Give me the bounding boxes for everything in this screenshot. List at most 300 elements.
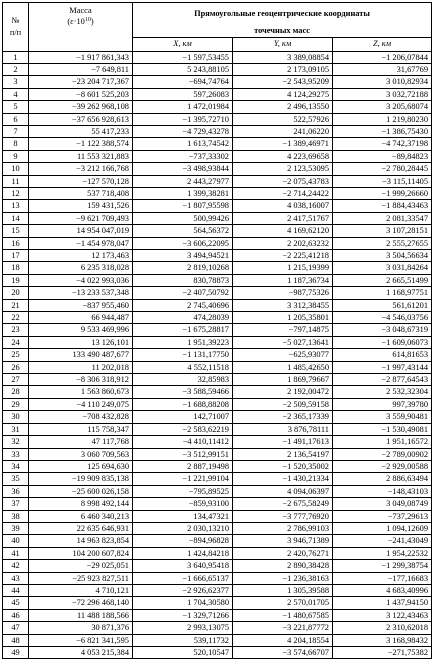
cell-x: 1 424,84218	[133, 547, 233, 559]
cell-mass: 22 635 646,931	[29, 522, 133, 534]
cell-z: −2 789,00902	[333, 448, 432, 460]
cell-mass: 125 694,630	[29, 460, 133, 472]
cell-y: −2 675,58249	[233, 498, 333, 510]
cell-num: 27	[3, 374, 29, 386]
cell-y: −2 509,59158	[233, 398, 333, 410]
cell-mass: 9 533 469,996	[29, 324, 133, 336]
cell-mass: 4 053 215,384	[29, 647, 133, 659]
table-row	[3, 88, 432, 100]
cell-num: 37	[3, 498, 29, 510]
cell-y: −2 075,43783	[233, 175, 333, 187]
cell-y: 1 187,36734	[233, 274, 333, 286]
cell-mass: 159 431,526	[29, 200, 133, 212]
cell-num: 5	[3, 101, 29, 113]
cell-num: 3	[3, 76, 29, 88]
cell-x: 1 399,38281	[133, 187, 233, 199]
cell-num: 25	[3, 349, 29, 361]
cell-num: 28	[3, 386, 29, 398]
cell-num: 30	[3, 411, 29, 423]
cell-mass: 3 060 709,563	[29, 448, 133, 460]
cell-z: −1 884,43463	[333, 200, 432, 212]
table-row	[3, 361, 432, 373]
cell-x: 142,71007	[133, 411, 233, 423]
table-row	[3, 522, 432, 534]
cell-mass: −708 432,828	[29, 411, 133, 423]
cell-x: 500,99426	[133, 212, 233, 224]
table-row	[3, 423, 432, 435]
cell-y: −1 389,46971	[233, 138, 333, 150]
cell-y: 1 485,42650	[233, 361, 333, 373]
cell-y: 2 890,38428	[233, 560, 333, 572]
cell-x: 134,47321	[133, 510, 233, 522]
cell-z: 3 122,43463	[333, 609, 432, 621]
cell-mass: −7 649,811	[29, 63, 133, 75]
cell-z: 31,67769	[333, 63, 432, 75]
cell-num: 26	[3, 361, 29, 373]
cell-x: −1 597,53455	[133, 51, 233, 63]
cell-y: 3 389,08854	[233, 51, 333, 63]
cell-mass: 11 202,018	[29, 361, 133, 373]
cell-num: 1	[3, 51, 29, 63]
table-row	[3, 510, 432, 522]
cell-mass: 30 871,376	[29, 622, 133, 634]
cell-mass: 66 944,487	[29, 312, 133, 324]
table-row	[3, 374, 432, 386]
cell-num: 47	[3, 622, 29, 634]
cell-z: 2 555,27655	[333, 237, 432, 249]
cell-num: 24	[3, 336, 29, 348]
cell-mass: 115 758,347	[29, 423, 133, 435]
table-row	[3, 584, 432, 596]
cell-x: 1 951,39223	[133, 336, 233, 348]
cell-z: 997,39780	[333, 398, 432, 410]
cell-z: −3 048,67319	[333, 324, 432, 336]
cell-mass: 537 718,408	[29, 187, 133, 199]
cell-num: 31	[3, 423, 29, 435]
cell-x: 1 472,01984	[133, 101, 233, 113]
cell-mass: −127 570,128	[29, 175, 133, 187]
table-row	[3, 560, 432, 572]
table-row	[3, 411, 432, 423]
cell-num: 39	[3, 522, 29, 534]
cell-y: −1 236,38163	[233, 572, 333, 584]
cell-mass: −23 204 717,367	[29, 76, 133, 88]
cell-y: −1 430,21334	[233, 473, 333, 485]
cell-num: 12	[3, 187, 29, 199]
cell-y: 1 205,35801	[233, 312, 333, 324]
table-row	[3, 287, 432, 299]
cell-mass: −1 917 861,343	[29, 51, 133, 63]
table-row	[3, 125, 432, 137]
cell-mass: −19 909 835,138	[29, 473, 133, 485]
cell-x: −2 583,62219	[133, 423, 233, 435]
cell-y: 1 869,79667	[233, 374, 333, 386]
cell-x: −1 329,71266	[133, 609, 233, 621]
cell-z: −1 999,26660	[333, 187, 432, 199]
cell-num: 35	[3, 473, 29, 485]
cell-z: −241,43049	[333, 535, 432, 547]
cell-x: 32,85983	[133, 374, 233, 386]
cell-z: 1 094,12609	[333, 522, 432, 534]
cell-z: −1 530,49081	[333, 423, 432, 435]
cell-y: 3 876,78111	[233, 423, 333, 435]
cell-y: −987,75326	[233, 287, 333, 299]
cell-z: 3 107,28151	[333, 225, 432, 237]
cell-num: 6	[3, 113, 29, 125]
cell-y: −625,93077	[233, 349, 333, 361]
cell-mass: 6 460 340,213	[29, 510, 133, 522]
table-row	[3, 250, 432, 262]
cell-num: 4	[3, 88, 29, 100]
table-row	[3, 597, 432, 609]
mass-unit-base: (ε·10	[67, 17, 85, 26]
cell-z: −737,29613	[333, 510, 432, 522]
table-row	[3, 349, 432, 361]
table-row	[3, 101, 432, 113]
point-masses-table	[2, 2, 432, 659]
cell-z: 2 665,51499	[333, 274, 432, 286]
cell-z: 3 205,68074	[333, 101, 432, 113]
cell-z: −1 609,06073	[333, 336, 432, 348]
table-row	[3, 609, 432, 621]
cell-z: −3 115,11405	[333, 175, 432, 187]
table-row	[3, 398, 432, 410]
cell-z: 3 559,90481	[333, 411, 432, 423]
table-row	[3, 448, 432, 460]
cell-z: −2 877,64543	[333, 374, 432, 386]
mass-unit-exp: 10	[84, 17, 91, 23]
cell-x: −1 131,17750	[133, 349, 233, 361]
cell-mass: −37 656 928,613	[29, 113, 133, 125]
cell-num: 19	[3, 274, 29, 286]
cell-z: −1 299,38754	[333, 560, 432, 572]
cell-x: 2 819,10268	[133, 262, 233, 274]
table-row	[3, 175, 432, 187]
cell-mass: 11 488 188,566	[29, 609, 133, 621]
table-row	[3, 572, 432, 584]
cell-x: −2 926,62377	[133, 584, 233, 596]
cell-num: 7	[3, 125, 29, 137]
cell-x: 4 552,11518	[133, 361, 233, 373]
cell-mass: −13 233 537,348	[29, 287, 133, 299]
cell-x: −3 588,59466	[133, 386, 233, 398]
cell-num: 20	[3, 287, 29, 299]
cell-y: 2 173,09105	[233, 63, 333, 75]
cell-x: 474,28039	[133, 312, 233, 324]
cell-mass: 14 963 823,854	[29, 535, 133, 547]
table-row	[3, 200, 432, 212]
cell-z: 1 951,16572	[333, 436, 432, 448]
table-row	[3, 535, 432, 547]
cell-y: 4 124,29275	[233, 88, 333, 100]
header-coords-title: Прямоугольные геоцентрические координаты	[194, 9, 370, 19]
cell-z: 3 504,56634	[333, 250, 432, 262]
table-row	[3, 113, 432, 125]
cell-z: 3 049,08749	[333, 498, 432, 510]
header-mass	[29, 3, 133, 52]
cell-mass: −1 122 388,574	[29, 138, 133, 150]
cell-y: 2 420,76271	[233, 547, 333, 559]
cell-num: 32	[3, 436, 29, 448]
table-row	[3, 76, 432, 88]
cell-x: 2 030,13210	[133, 522, 233, 534]
cell-z: −1 206,07844	[333, 51, 432, 63]
cell-mass: 6 235 318,028	[29, 262, 133, 274]
cell-num: 23	[3, 324, 29, 336]
table-row	[3, 386, 432, 398]
table-row	[3, 647, 432, 659]
cell-x: 3 494,94521	[133, 250, 233, 262]
cell-y: −1 491,17613	[233, 436, 333, 448]
mass-unit-end: )	[90, 17, 94, 26]
cell-z: 1 437,94150	[333, 597, 432, 609]
cell-y: 4 169,62120	[233, 225, 333, 237]
cell-x: −737,33302	[133, 150, 233, 162]
cell-y: 2 192,00472	[233, 386, 333, 398]
cell-x: 2 745,40696	[133, 299, 233, 311]
cell-z: 2 081,33547	[333, 212, 432, 224]
cell-y: −3 777,76920	[233, 510, 333, 522]
cell-x: 2 443,27977	[133, 175, 233, 187]
table-row	[3, 212, 432, 224]
cell-num: 48	[3, 634, 29, 646]
cell-num: 8	[3, 138, 29, 150]
cell-num: 46	[3, 609, 29, 621]
cell-x: 564,56372	[133, 225, 233, 237]
cell-y: 241,06220	[233, 125, 333, 137]
table-row	[3, 336, 432, 348]
cell-mass: −6 821 341,595	[29, 634, 133, 646]
cell-num: 33	[3, 448, 29, 460]
cell-num: 2	[3, 63, 29, 75]
table-row	[3, 622, 432, 634]
cell-x: −795,89525	[133, 485, 233, 497]
cell-z: −4 742,37198	[333, 138, 432, 150]
cell-mass: 104 200 607,824	[29, 547, 133, 559]
cell-x: 830,78873	[133, 274, 233, 286]
table-row	[3, 312, 432, 324]
cell-y: −3 574,66707	[233, 647, 333, 659]
table-row	[3, 324, 432, 336]
cell-mass: 12 173,463	[29, 250, 133, 262]
header-coords-sub	[133, 25, 432, 38]
header-coords	[133, 3, 432, 25]
cell-y: −2 543,95209	[233, 76, 333, 88]
cell-x: −3 498,93844	[133, 163, 233, 175]
cell-num: 34	[3, 460, 29, 472]
cell-mass: 13 126,101	[29, 336, 133, 348]
cell-y: −2 365,17339	[233, 411, 333, 423]
cell-y: 4 038,16007	[233, 200, 333, 212]
table-row	[3, 473, 432, 485]
cell-x: 1 704,30580	[133, 597, 233, 609]
cell-x: −2 407,50792	[133, 287, 233, 299]
table-row	[3, 225, 432, 237]
table-row	[3, 436, 432, 448]
table-row	[3, 138, 432, 150]
table-row	[3, 460, 432, 472]
cell-z: −4 546,03756	[333, 312, 432, 324]
cell-num: 15	[3, 225, 29, 237]
header-num: № п/п	[3, 3, 29, 52]
cell-mass: −25 923 827,511	[29, 572, 133, 584]
cell-z: 3 168,98432	[333, 634, 432, 646]
cell-z: 2 310,62018	[333, 622, 432, 634]
cell-mass: 8 998 492,144	[29, 498, 133, 510]
cell-z: −1 997,43144	[333, 361, 432, 373]
cell-z: 3 010,82934	[333, 76, 432, 88]
cell-num: 21	[3, 299, 29, 311]
cell-x: −1 395,72710	[133, 113, 233, 125]
cell-y: 4 223,69658	[233, 150, 333, 162]
cell-mass: −3 212 166,768	[29, 163, 133, 175]
header-z: Z, км	[333, 37, 432, 51]
cell-y: −3 221,87772	[233, 622, 333, 634]
cell-mass: −25 600 026,158	[29, 485, 133, 497]
cell-num: 43	[3, 572, 29, 584]
cell-num: 22	[3, 312, 29, 324]
cell-z: −2 929,00588	[333, 460, 432, 472]
cell-num: 14	[3, 212, 29, 224]
cell-x: −1 666,65137	[133, 572, 233, 584]
cell-y: 4 094,06397	[233, 485, 333, 497]
cell-mass: −29 025,051	[29, 560, 133, 572]
cell-x: −1 675,28817	[133, 324, 233, 336]
cell-x: 3 640,95418	[133, 560, 233, 572]
table-row	[3, 237, 432, 249]
table-body	[3, 51, 432, 659]
cell-z: −2 780,28445	[333, 163, 432, 175]
cell-num: 13	[3, 200, 29, 212]
table-row	[3, 547, 432, 559]
cell-y: 1 215,19399	[233, 262, 333, 274]
cell-z: 2 886,63494	[333, 473, 432, 485]
cell-num: 9	[3, 150, 29, 162]
cell-y: −797,14875	[233, 324, 333, 336]
page	[0, 2, 433, 670]
cell-mass: −9 621 709,493	[29, 212, 133, 224]
cell-mass: −837 955,460	[29, 299, 133, 311]
table-row	[3, 262, 432, 274]
cell-x: 2 993,13075	[133, 622, 233, 634]
cell-mass: 55 417,233	[29, 125, 133, 137]
cell-mass: 11 553 321,883	[29, 150, 133, 162]
header-mass-label: Масса	[69, 6, 92, 15]
cell-y: 2 786,99103	[233, 522, 333, 534]
cell-x: −3 512,99151	[133, 448, 233, 460]
header-mass-unit	[67, 17, 93, 26]
cell-num: 29	[3, 398, 29, 410]
cell-y: −2 714,24422	[233, 187, 333, 199]
cell-num: 18	[3, 262, 29, 274]
cell-x: −1 807,95598	[133, 200, 233, 212]
cell-y: 2 570,01705	[233, 597, 333, 609]
cell-mass: −8 601 525,203	[29, 88, 133, 100]
cell-z: 561,61201	[333, 299, 432, 311]
cell-y: 2 202,63232	[233, 237, 333, 249]
table-row	[3, 498, 432, 510]
cell-y: 4 204,18554	[233, 634, 333, 646]
cell-num: 16	[3, 237, 29, 249]
cell-y: 2 136,54197	[233, 448, 333, 460]
cell-y: −5 027,13641	[233, 336, 333, 348]
cell-z: −177,16683	[333, 572, 432, 584]
cell-mass: 14 954 047,019	[29, 225, 133, 237]
cell-z: −1 386,75430	[333, 125, 432, 137]
cell-x: 1 613,74542	[133, 138, 233, 150]
cell-z: 1 219,80230	[333, 113, 432, 125]
cell-z: 4 683,40996	[333, 584, 432, 596]
cell-num: 10	[3, 163, 29, 175]
cell-x: −4 410,11412	[133, 436, 233, 448]
table-row	[3, 299, 432, 311]
cell-y: 1 305,39588	[233, 584, 333, 596]
table-row	[3, 51, 432, 63]
cell-z: 3 031,84264	[333, 262, 432, 274]
header-coords-subtitle: точечных масс	[254, 26, 310, 35]
cell-mass: −4 022 993,036	[29, 274, 133, 286]
cell-mass: −72 296 468,140	[29, 597, 133, 609]
header-x: X, км	[133, 37, 233, 51]
cell-num: 40	[3, 535, 29, 547]
table-row	[3, 163, 432, 175]
table-row	[3, 187, 432, 199]
cell-z: 3 032,72188	[333, 88, 432, 100]
cell-x: −894,96828	[133, 535, 233, 547]
cell-mass: −4 110 249,075	[29, 398, 133, 410]
table-row	[3, 274, 432, 286]
cell-x: 2 887,19498	[133, 460, 233, 472]
cell-num: 45	[3, 597, 29, 609]
cell-z: 1 168,97751	[333, 287, 432, 299]
cell-num: 41	[3, 547, 29, 559]
cell-num: 38	[3, 510, 29, 522]
cell-x: 5 243,88105	[133, 63, 233, 75]
cell-x: 539,11732	[133, 634, 233, 646]
table-row	[3, 634, 432, 646]
cell-z: 614,81653	[333, 349, 432, 361]
cell-x: −1 221,99104	[133, 473, 233, 485]
cell-z: −148,43103	[333, 485, 432, 497]
cell-num: 17	[3, 250, 29, 262]
cell-y: 3 312,38455	[233, 299, 333, 311]
cell-y: 3 946,71389	[233, 535, 333, 547]
cell-mass: −1 454 978,047	[29, 237, 133, 249]
cell-mass: 133 490 487,677	[29, 349, 133, 361]
cell-num: 42	[3, 560, 29, 572]
cell-mass: −8 306 318,912	[29, 374, 133, 386]
table-row	[3, 150, 432, 162]
cell-mass: 4 710,121	[29, 584, 133, 596]
cell-y: 2 496,13550	[233, 101, 333, 113]
cell-x: 520,10547	[133, 647, 233, 659]
cell-x: −1 688,88208	[133, 398, 233, 410]
cell-mass: 47 117,768	[29, 436, 133, 448]
header-y: Y, км	[233, 37, 333, 51]
cell-x: −694,74764	[133, 76, 233, 88]
cell-x: 597,26083	[133, 88, 233, 100]
cell-mass: −39 262 968,108	[29, 101, 133, 113]
cell-num: 49	[3, 647, 29, 659]
cell-y: −1 520,35002	[233, 460, 333, 472]
cell-x: −859,93100	[133, 498, 233, 510]
cell-mass: 1 563 860,673	[29, 386, 133, 398]
cell-y: −1 480,67585	[233, 609, 333, 621]
cell-y: 522,57926	[233, 113, 333, 125]
table-row	[3, 63, 432, 75]
cell-y: 2 123,53095	[233, 163, 333, 175]
cell-y: 2 417,51767	[233, 212, 333, 224]
